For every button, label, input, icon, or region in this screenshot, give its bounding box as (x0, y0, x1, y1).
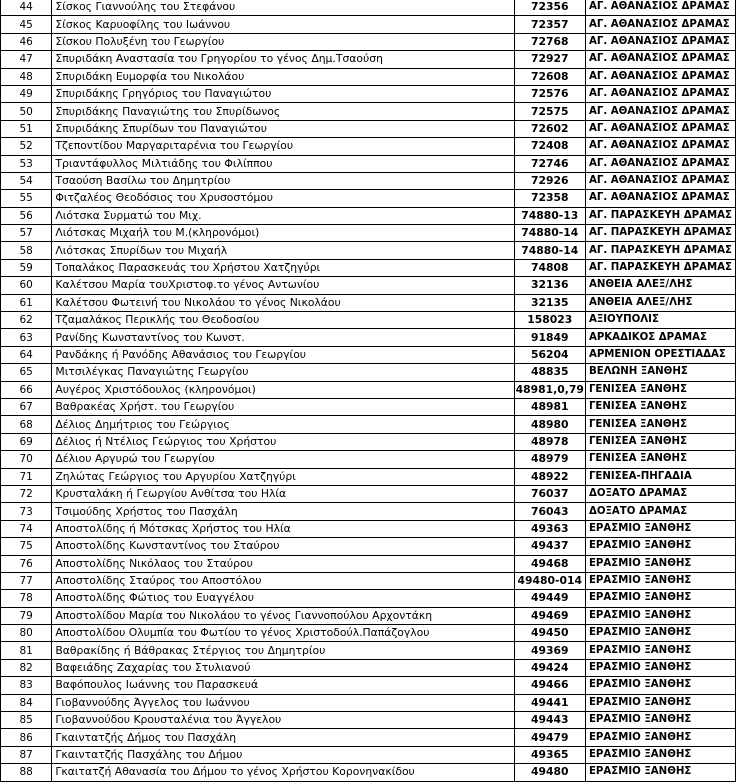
location-cell: ΑΞΙΟΥΠΟΛΙΣ (585, 312, 735, 329)
owner-name-cell: Βαθρακέας Χρήστ. του Γεωργίου (52, 398, 514, 415)
table-row (1, 16, 736, 33)
row-number-cell: 69 (1, 433, 52, 450)
parcel-code-cell: 49469 (514, 607, 585, 624)
parcel-code-cell: 49437 (514, 538, 585, 555)
parcel-code-cell: 49449 (514, 590, 585, 607)
parcel-code-cell: 49466 (514, 677, 585, 694)
row-number-cell: 87 (1, 746, 52, 763)
location-cell: ΑΝΘΕΙΑ ΑΛΕΞ/ΛΗΣ (585, 294, 735, 311)
table-row (1, 433, 736, 450)
location-cell: ΕΡΑΣΜΙΟ ΞΑΝΘΗΣ (585, 659, 735, 676)
row-number-cell: 54 (1, 172, 52, 189)
parcel-code-cell: 74808 (514, 259, 585, 276)
location-cell: ΕΡΑΣΜΙΟ ΞΑΝΘΗΣ (585, 520, 735, 537)
owner-name-cell: Αποστολίδου Μαρία του Νικολάου το γένος Γιαννοπούλου Αρχοντάκη (52, 607, 514, 624)
parcel-code-cell: 72408 (514, 138, 585, 155)
table-row (1, 207, 736, 224)
row-number-cell: 46 (1, 33, 52, 50)
location-cell: ΔΟΞΑΤΟ ΔΡΑΜΑΣ (585, 485, 735, 502)
owner-name-cell: Σίσκου Πολυξένη του Γεωργίου (52, 33, 514, 50)
location-cell: ΕΡΑΣΜΙΟ ΞΑΝΘΗΣ (585, 555, 735, 572)
table-row (1, 120, 736, 137)
owner-name-cell: Τσιμούδης Χρήστος του Πασχάλη (52, 503, 514, 520)
location-cell: ΕΡΑΣΜΙΟ ΞΑΝΘΗΣ (585, 746, 735, 763)
location-cell: ΕΡΑΣΜΙΟ ΞΑΝΘΗΣ (585, 642, 735, 659)
owner-name-cell: Καλέτσου Φωτεινή του Νικολάου το γένος Νικολάου (52, 294, 514, 311)
row-number-cell: 83 (1, 677, 52, 694)
row-number-cell: 73 (1, 503, 52, 520)
owner-name-cell: Αποστολίδης Κωνσταντίνος του Σταύρου (52, 538, 514, 555)
parcel-code-cell: 32135 (514, 294, 585, 311)
row-number-cell: 45 (1, 16, 52, 33)
row-number-cell: 86 (1, 729, 52, 746)
row-number-cell: 62 (1, 312, 52, 329)
owner-name-cell: Σπυριδάκης Γρηγόριος του Παναγιώτου (52, 85, 514, 102)
location-cell: ΕΡΑΣΜΙΟ ΞΑΝΘΗΣ (585, 625, 735, 642)
owner-name-cell: Αυγέρος Χριστόδουλος (κληρονόμοι) (52, 381, 514, 398)
table-row (1, 746, 736, 763)
row-number-cell: 51 (1, 120, 52, 137)
owner-name-cell: Τσαούση Βασίλω του Δημητρίου (52, 172, 514, 189)
table-row (1, 51, 736, 68)
owner-name-cell: Αποστολίδης Φώτιος του Ευαγγέλου (52, 590, 514, 607)
parcel-code-cell: 49365 (514, 746, 585, 763)
table-row (1, 625, 736, 642)
parcel-code-cell: 76043 (514, 503, 585, 520)
location-cell: ΓΕΝΙΣΕΑ ΞΑΝΘΗΣ (585, 381, 735, 398)
parcel-code-cell: 32136 (514, 277, 585, 294)
row-number-cell: 75 (1, 538, 52, 555)
table-row (1, 468, 736, 485)
table-row (1, 294, 736, 311)
table-row (1, 416, 736, 433)
owner-name-cell: Αποστολίδης ή Μότσκας Χρήστος του Ηλία (52, 520, 514, 537)
location-cell: ΑΓ. ΑΘΑΝΑΣΙΟΣ ΔΡΑΜΑΣ (585, 155, 735, 172)
table-row (1, 538, 736, 555)
parcel-code-cell: 72746 (514, 155, 585, 172)
row-number-cell: 84 (1, 694, 52, 711)
table-row (1, 485, 736, 502)
table-row (1, 172, 736, 189)
table-row (1, 677, 736, 694)
owner-name-cell: Σπυριδάκης Παναγιώτης του Σπυρίδωνος (52, 103, 514, 120)
location-cell: ΑΡΜΕΝΙΟΝ ΟΡΕΣΤΙΑΔΑΣ (585, 346, 735, 363)
parcel-code-cell: 49479 (514, 729, 585, 746)
parcel-code-cell: 48980 (514, 416, 585, 433)
row-number-cell: 80 (1, 625, 52, 642)
location-cell: ΓΕΝΙΣΕΑ-ΠΗΓΑΔΙΑ (585, 468, 735, 485)
location-cell: ΑΓ. ΑΘΑΝΑΣΙΟΣ ΔΡΑΜΑΣ (585, 172, 735, 189)
row-number-cell: 71 (1, 468, 52, 485)
table-row (1, 312, 736, 329)
parcel-code-cell: 76037 (514, 485, 585, 502)
location-cell: ΑΓ. ΠΑΡΑΣΚΕΥΗ ΔΡΑΜΑΣ (585, 242, 735, 259)
table-row (1, 764, 736, 781)
row-number-cell: 64 (1, 346, 52, 363)
location-cell: ΑΓ. ΑΘΑΝΑΣΙΟΣ ΔΡΑΜΑΣ (585, 51, 735, 68)
owner-name-cell: Ρανίδης Κωνσταντίνος του Κωνστ. (52, 329, 514, 346)
row-number-cell: 81 (1, 642, 52, 659)
owner-name-cell: Λιότσκας Σπυρίδων του Μιχαήλ (52, 242, 514, 259)
row-number-cell: 74 (1, 520, 52, 537)
location-cell: ΑΓ. ΑΘΑΝΑΣΙΟΣ ΔΡΑΜΑΣ (585, 190, 735, 207)
table-row (1, 642, 736, 659)
table-row (1, 712, 736, 729)
parcel-code-cell: 72927 (514, 51, 585, 68)
table-row (1, 225, 736, 242)
owner-name-cell: Λιότσκας Μιχαήλ του Μ.(κληρονόμοι) (52, 225, 514, 242)
owner-name-cell: Δέλιου Αργυρώ του Γεωργίου (52, 451, 514, 468)
row-number-cell: 60 (1, 277, 52, 294)
owner-name-cell: Κρυσταλάκη ή Γεωργίου Ανθίτσα του Ηλία (52, 485, 514, 502)
parcel-code-cell: 49468 (514, 555, 585, 572)
location-cell: ΑΓ. ΑΘΑΝΑΣΙΟΣ ΔΡΑΜΑΣ (585, 68, 735, 85)
table-row (1, 155, 736, 172)
table-row (1, 85, 736, 102)
parcel-code-cell: 49480-014 (514, 572, 585, 589)
owner-name-cell: Αποστολίδης Σταύρος του Αποστόλου (52, 572, 514, 589)
location-cell: ΑΓ. ΑΘΑΝΑΣΙΟΣ ΔΡΑΜΑΣ (585, 138, 735, 155)
table-row (1, 607, 736, 624)
parcel-code-cell: 48978 (514, 433, 585, 450)
parcel-code-cell: 72576 (514, 85, 585, 102)
table-row (1, 277, 736, 294)
owner-name-cell: Γκαιτατζή Αθανασία του Δήμου το γένος Χρήστου Κορονηνακίδου (52, 764, 514, 781)
owner-name-cell: Τοπαλάκος Παρασκευάς του Χρήστου Χατζηγύρι (52, 259, 514, 276)
parcel-code-cell: 49424 (514, 659, 585, 676)
owner-name-cell: Σπυριδάκης Σπυρίδων του Παναγιώτου (52, 120, 514, 137)
row-number-cell: 57 (1, 225, 52, 242)
owner-name-cell: Λιότσκα Συρματώ του Μιχ. (52, 207, 514, 224)
location-cell: ΑΝΘΕΙΑ ΑΛΕΞ/ΛΗΣ (585, 277, 735, 294)
row-number-cell: 66 (1, 381, 52, 398)
table-row (1, 0, 736, 16)
table-row (1, 68, 736, 85)
table-row (1, 364, 736, 381)
row-number-cell: 68 (1, 416, 52, 433)
row-number-cell: 79 (1, 607, 52, 624)
location-cell: ΕΡΑΣΜΙΟ ΞΑΝΘΗΣ (585, 694, 735, 711)
location-cell: ΓΕΝΙΣΕΑ ΞΑΝΘΗΣ (585, 398, 735, 415)
location-cell: ΓΕΝΙΣΕΑ ΞΑΝΘΗΣ (585, 416, 735, 433)
row-number-cell: 65 (1, 364, 52, 381)
row-number-cell: 44 (1, 0, 52, 16)
owner-name-cell: Σπυριδάκη Αναστασία του Γρηγορίου το γένος Δημ.Τσαούση (52, 51, 514, 68)
owner-name-cell: Βαφειάδης Ζαχαρίας του Στυλιανού (52, 659, 514, 676)
location-cell: ΑΓ. ΑΘΑΝΑΣΙΟΣ ΔΡΑΜΑΣ (585, 0, 735, 16)
owner-name-cell: Σίσκος Καρυοφίλης του Ιωάννου (52, 16, 514, 33)
table-row (1, 572, 736, 589)
owner-name-cell: Ρανδάκης ή Ρανόδης Αθανάσιος του Γεωργίου (52, 346, 514, 363)
table-row (1, 103, 736, 120)
owner-name-cell: Γιοβαννούδου Κρουσταλένια του Άγγελου (52, 712, 514, 729)
parcel-code-cell: 49369 (514, 642, 585, 659)
location-cell: ΔΟΞΑΤΟ ΔΡΑΜΑΣ (585, 503, 735, 520)
location-cell: ΕΡΑΣΜΙΟ ΞΑΝΘΗΣ (585, 590, 735, 607)
location-cell: ΑΓ. ΑΘΑΝΑΣΙΟΣ ΔΡΑΜΑΣ (585, 103, 735, 120)
location-cell: ΕΡΑΣΜΙΟ ΞΑΝΘΗΣ (585, 764, 735, 781)
table-row (1, 242, 736, 259)
table-row (1, 694, 736, 711)
row-number-cell: 49 (1, 85, 52, 102)
parcel-code-cell: 49480 (514, 764, 585, 781)
table-row (1, 590, 736, 607)
owner-name-cell: Δέλιος Δημήτριος του Γεώργιος (52, 416, 514, 433)
row-number-cell: 88 (1, 764, 52, 781)
location-cell: ΑΓ. ΑΘΑΝΑΣΙΟΣ ΔΡΑΜΑΣ (585, 16, 735, 33)
row-number-cell: 78 (1, 590, 52, 607)
parcel-code-cell: 72575 (514, 103, 585, 120)
location-cell: ΑΓ. ΑΘΑΝΑΣΙΟΣ ΔΡΑΜΑΣ (585, 120, 735, 137)
table-row (1, 503, 736, 520)
table-row (1, 555, 736, 572)
location-cell: ΑΡΚΑΔΙΚΟΣ ΔΡΑΜΑΣ (585, 329, 735, 346)
row-number-cell: 72 (1, 485, 52, 502)
parcel-code-cell: 72768 (514, 33, 585, 50)
owner-name-cell: Σπυριδάκη Ευμορφία του Νικολάου (52, 68, 514, 85)
table-row (1, 138, 736, 155)
table-row (1, 190, 736, 207)
location-cell: ΓΕΝΙΣΕΑ ΞΑΝΘΗΣ (585, 433, 735, 450)
table-row (1, 520, 736, 537)
owner-name-cell: Μιτσιλέγκας Παναγιώτης Γεωργίου (52, 364, 514, 381)
row-number-cell: 76 (1, 555, 52, 572)
table-row (1, 329, 736, 346)
parcel-code-cell: 48979 (514, 451, 585, 468)
table-row (1, 381, 736, 398)
owner-name-cell: Αποστολίδης Νικόλαος του Σταύρου (52, 555, 514, 572)
parcel-code-cell: 72602 (514, 120, 585, 137)
location-cell: ΑΓ. ΠΑΡΑΣΚΕΥΗ ΔΡΑΜΑΣ (585, 259, 735, 276)
location-cell: ΑΓ. ΑΘΑΝΑΣΙΟΣ ΔΡΑΜΑΣ (585, 85, 735, 102)
row-number-cell: 85 (1, 712, 52, 729)
parcel-code-cell: 49450 (514, 625, 585, 642)
owner-name-cell: Γκαιντατζής Δήμος του Πασχάλη (52, 729, 514, 746)
location-cell: ΑΓ. ΑΘΑΝΑΣΙΟΣ ΔΡΑΜΑΣ (585, 33, 735, 50)
location-cell: ΒΕΛΩΝΗ ΞΑΝΘΗΣ (585, 364, 735, 381)
table-row (1, 346, 736, 363)
row-number-cell: 53 (1, 155, 52, 172)
parcel-code-cell: 72356 (514, 0, 585, 16)
owner-name-cell: Σίσκος Γιαννούλης του Στεφάνου (52, 0, 514, 16)
parcel-code-cell: 74880-13 (514, 207, 585, 224)
parcel-code-cell: 72357 (514, 16, 585, 33)
owner-name-cell: Ζηλώτας Γεώργιος του Αργυρίου Χατζηγύρι (52, 468, 514, 485)
table-row (1, 259, 736, 276)
parcel-code-cell: 91849 (514, 329, 585, 346)
parcel-code-cell: 72926 (514, 172, 585, 189)
parcel-code-cell: 56204 (514, 346, 585, 363)
owner-name-cell: Δέλιος ή Ντέλιος Γεώργιος του Χρήστου (52, 433, 514, 450)
location-cell: ΑΓ. ΠΑΡΑΣΚΕΥΗ ΔΡΑΜΑΣ (585, 207, 735, 224)
parcel-code-cell: 158023 (514, 312, 585, 329)
location-cell: ΕΡΑΣΜΙΟ ΞΑΝΘΗΣ (585, 538, 735, 555)
row-number-cell: 82 (1, 659, 52, 676)
owner-name-cell: Βαφόπουλος Ιωάννης του Παρασκευά (52, 677, 514, 694)
row-number-cell: 59 (1, 259, 52, 276)
location-cell: ΕΡΑΣΜΙΟ ΞΑΝΘΗΣ (585, 607, 735, 624)
parcel-code-cell: 48922 (514, 468, 585, 485)
owner-name-cell: Βαθρακίδης ή Βάθρακας Στέργιος του Δημητρίου (52, 642, 514, 659)
row-number-cell: 50 (1, 103, 52, 120)
location-cell: ΕΡΑΣΜΙΟ ΞΑΝΘΗΣ (585, 572, 735, 589)
parcel-code-cell: 74880-14 (514, 242, 585, 259)
location-cell: ΕΡΑΣΜΙΟ ΞΑΝΘΗΣ (585, 712, 735, 729)
parcel-code-cell: 49443 (514, 712, 585, 729)
row-number-cell: 56 (1, 207, 52, 224)
row-number-cell: 47 (1, 51, 52, 68)
parcel-code-cell: 48981 (514, 398, 585, 415)
parcel-code-cell: 72608 (514, 68, 585, 85)
table-row (1, 451, 736, 468)
row-number-cell: 58 (1, 242, 52, 259)
row-number-cell: 63 (1, 329, 52, 346)
row-number-cell: 67 (1, 398, 52, 415)
table-body (1, 0, 736, 781)
parcel-code-cell: 49363 (514, 520, 585, 537)
table-row (1, 729, 736, 746)
parcel-code-cell: 49441 (514, 694, 585, 711)
owner-name-cell: Τζαμαλάκος Περικλής του Θεοδοσίου (52, 312, 514, 329)
table-row (1, 33, 736, 50)
location-cell: ΑΓ. ΠΑΡΑΣΚΕΥΗ ΔΡΑΜΑΣ (585, 225, 735, 242)
owner-name-cell: Αποστολίδου Ολυμπία του Φωτίου το γένος Χριστοδούλ.Παπάζογλου (52, 625, 514, 642)
row-number-cell: 48 (1, 68, 52, 85)
table-row (1, 659, 736, 676)
row-number-cell: 55 (1, 190, 52, 207)
table-row (1, 398, 736, 415)
row-number-cell: 77 (1, 572, 52, 589)
owner-name-cell: Γκαιντατζής Πασχάλης του Δήμου (52, 746, 514, 763)
parcel-code-cell: 72358 (514, 190, 585, 207)
owner-name-cell: Γιοβαννούδης Άγγελος του Ιωάννου (52, 694, 514, 711)
row-number-cell: 61 (1, 294, 52, 311)
owner-name-cell: Τζεποντίδου Μαργαριταρένια του Γεωργίου (52, 138, 514, 155)
owner-name-cell: Καλέτσου Μαρία τουΧριστοφ.το γένος Αντωνίου (52, 277, 514, 294)
owner-name-cell: Φιτζαλέος Θεοδόσιος του Χρυσοστόμου (52, 190, 514, 207)
row-number-cell: 70 (1, 451, 52, 468)
owner-name-cell: Τριαντάφυλλος Μιλτιάδης του Φιλίππου (52, 155, 514, 172)
location-cell: ΕΡΑΣΜΙΟ ΞΑΝΘΗΣ (585, 729, 735, 746)
parcel-code-cell: 48981,0,79 (514, 381, 585, 398)
location-cell: ΓΕΝΙΣΕΑ ΞΑΝΘΗΣ (585, 451, 735, 468)
row-number-cell: 52 (1, 138, 52, 155)
parcel-code-cell: 48835 (514, 364, 585, 381)
parcel-code-cell: 74880-14 (514, 225, 585, 242)
location-cell: ΕΡΑΣΜΙΟ ΞΑΝΘΗΣ (585, 677, 735, 694)
